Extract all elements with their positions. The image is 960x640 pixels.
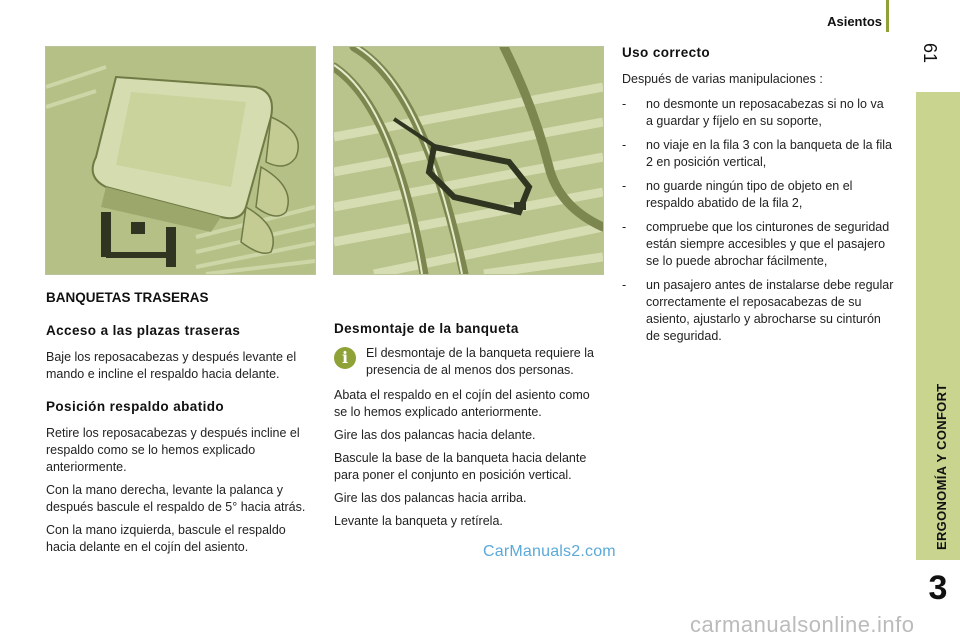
chapter-label: ERGONOMÍA Y CONFORT	[934, 383, 949, 550]
section-title: Asientos	[827, 14, 882, 29]
removal-step: Bascule la base de la banqueta hacia delante para poner el conjunto en posición vertical.	[334, 451, 587, 482]
removal-step: Gire las dos palancas hacia delante.	[334, 428, 536, 442]
rear-benches-title: BANQUETAS TRASERAS	[46, 290, 209, 305]
list-item: - un pasajero antes de instalarse debe regular correctamente el reposacabezas de su asiento, ajustarlo y abrocharse su cinturón de seguridad.	[622, 278, 894, 343]
backrest-heading: Posición respaldo abatido	[46, 399, 225, 414]
rear-seat-folded-illustration	[45, 46, 316, 275]
left-column	[46, 289, 318, 562]
watermark-carmanualsonline[interactable]: carmanualsonline.info	[690, 612, 915, 637]
removal-step: Levante la banqueta y retírela.	[334, 514, 503, 528]
list-item: - compruebe que los cinturones de seguridad están siempre accesibles y que el pasajero se lo puede abrochar fácilmente,	[622, 220, 890, 268]
backrest-paragraph: Con la mano izquierda, bascule el respaldo hacia delante en el cojín del asiento.	[46, 523, 286, 554]
backrest-paragraph: Con la mano derecha, levante la palanca y después bascule el respaldo de 5° hacia atrás.	[46, 483, 306, 514]
correct-use-heading: Uso correcto	[622, 45, 711, 60]
right-column	[622, 44, 894, 352]
list-item: - no desmonte un reposacabezas si no lo va a guardar y fíjelo en su soporte,	[622, 97, 884, 128]
backrest-paragraph: Retire los reposacabezas y después incline el respaldo como se lo hemos explicado anteriormente.	[46, 426, 300, 474]
list-item: - no guarde ningún tipo de objeto en el respaldo abatido de la fila 2,	[622, 179, 853, 210]
header-rule	[886, 0, 889, 32]
access-heading: Acceso a las plazas traseras	[46, 323, 241, 338]
page-number: 61	[920, 42, 940, 64]
middle-column	[334, 320, 602, 536]
info-note	[334, 345, 602, 379]
chapter-number: 3	[928, 569, 948, 607]
access-text: Baje los reposacabezas y después levante el mando e incline el respaldo hacia delante.	[46, 350, 297, 381]
correct-use-list	[622, 96, 894, 345]
removal-step: Gire las dos palancas hacia arriba.	[334, 491, 527, 505]
removal-heading: Desmontaje de la banqueta	[334, 321, 519, 336]
seat-anchorage-illustration	[333, 46, 604, 275]
removal-step: Abata el respaldo en el cojín del asiento como se lo hemos explicado anteriormente.	[334, 388, 590, 419]
list-item: - no viaje en la fila 3 con la banqueta de la fila 2 en posición vertical,	[622, 138, 893, 169]
info-note-text: El desmontaje de la banqueta requiere la presencia de al menos dos personas.	[366, 346, 594, 377]
watermark-carmanuals2[interactable]: CarManuals2.com	[483, 543, 616, 560]
info-icon: i	[334, 347, 356, 369]
correct-use-intro: Después de varias manipulaciones :	[622, 72, 823, 86]
